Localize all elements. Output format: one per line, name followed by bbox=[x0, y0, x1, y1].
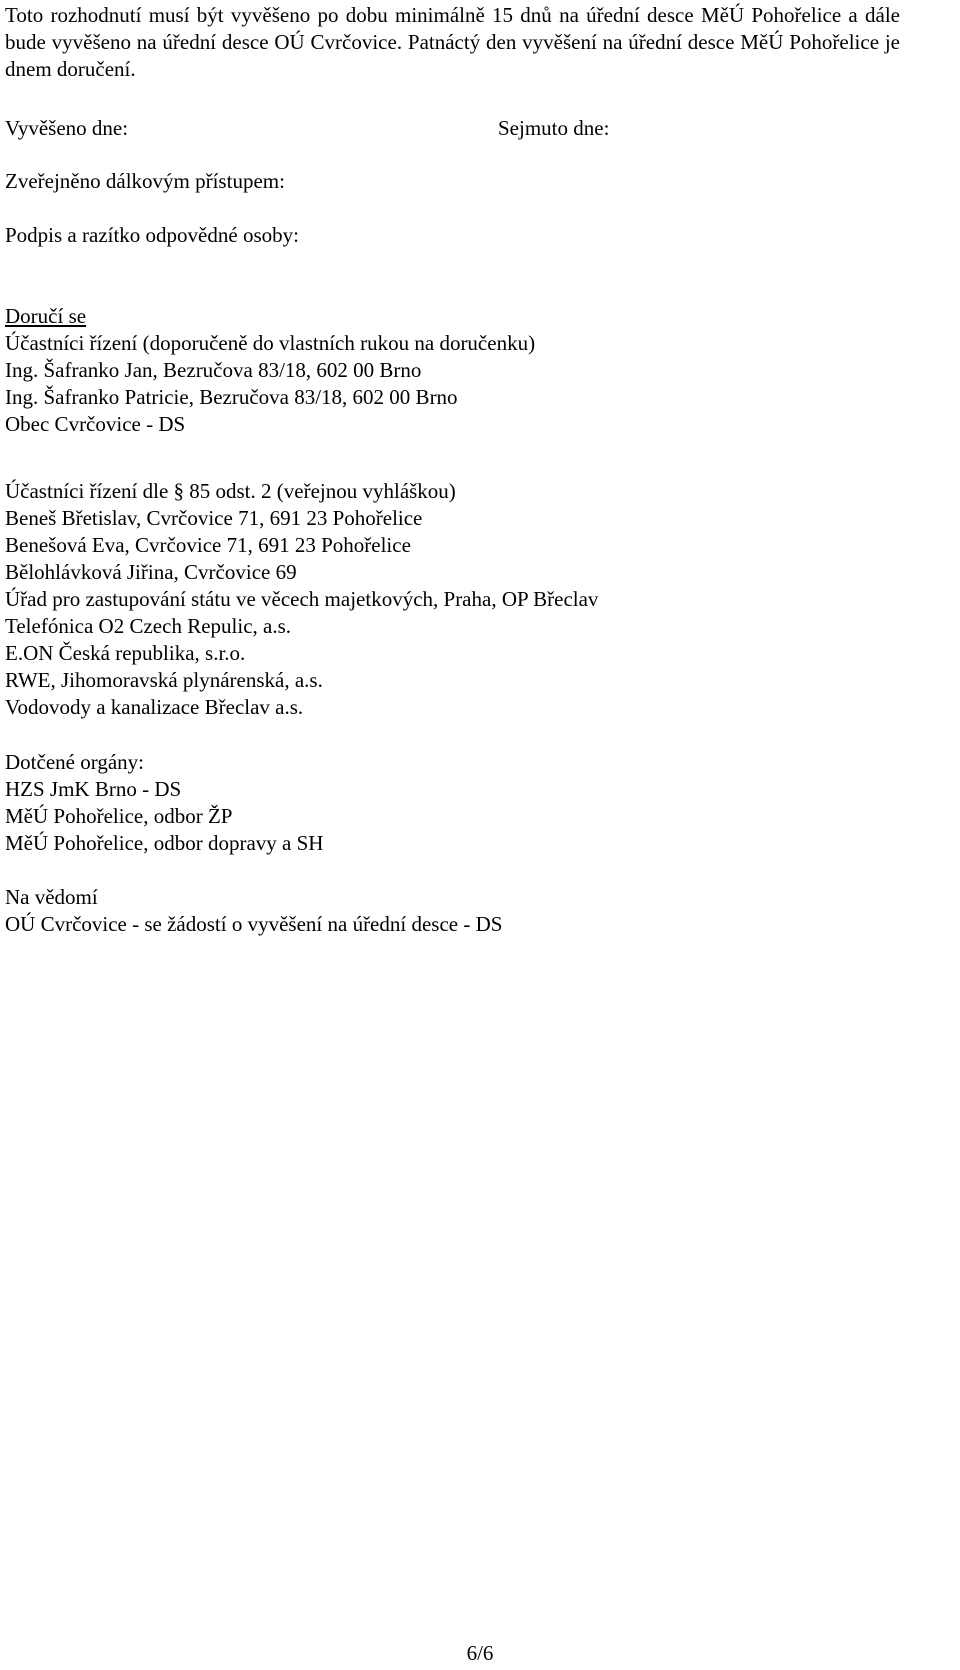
posting-instructions-paragraph: Toto rozhodnutí musí být vyvěšeno po dobu minimálně 15 dnů na úřední desce MěÚ Pohořelice a dále bude vyvěšeno na úřední desce OÚ Cvrčovice. Patnáctý den vyvěšení na úřední desce MěÚ Pohořelice je dnem doručení. bbox=[5, 3, 900, 81]
participant-item: Ing. Šafranko Patricie, Bezručova 83/18, 602 00 Brno bbox=[5, 385, 458, 409]
public-participant-item: Vodovody a kanalizace Břeclav a.s. bbox=[5, 695, 304, 719]
posted-date-label: Vyvěšeno dne: bbox=[5, 116, 129, 140]
public-participant-item: Úřad pro zastupování státu ve věcech majetkových, Praha, OP Břeclav bbox=[5, 587, 599, 611]
participant-item: Ing. Šafranko Jan, Bezručova 83/18, 602 00 Brno bbox=[5, 358, 422, 382]
authorities-heading: Dotčené orgány: bbox=[5, 750, 144, 774]
public-participant-item: Benešová Eva, Cvrčovice 71, 691 23 Pohořelice bbox=[5, 533, 411, 557]
remote-publication-label: Zveřejněno dálkovým přístupem: bbox=[5, 169, 285, 193]
participants-heading: Účastníci řízení (doporučeně do vlastních rukou na doručenku) bbox=[5, 331, 536, 355]
public-participant-item: E.ON Česká republika, s.r.o. bbox=[5, 641, 246, 665]
public-participant-item: Bělohlávková Jiřina, Cvrčovice 69 bbox=[5, 560, 297, 584]
page-number: 6/6 bbox=[466, 1641, 494, 1665]
public-participant-item: RWE, Jihomoravská plynárenská, a.s. bbox=[5, 668, 323, 692]
signature-label: Podpis a razítko odpovědné osoby: bbox=[5, 223, 299, 247]
notice-item: OÚ Cvrčovice - se žádostí o vyvěšení na úřední desce - DS bbox=[5, 912, 503, 936]
participant-item: Obec Cvrčovice - DS bbox=[5, 412, 186, 436]
taken-down-date-label: Sejmuto dne: bbox=[498, 116, 610, 140]
public-participant-item: Beneš Břetislav, Cvrčovice 71, 691 23 Pohořelice bbox=[5, 506, 423, 530]
notice-heading: Na vědomí bbox=[5, 885, 98, 909]
delivery-heading: Doručí se bbox=[5, 304, 87, 328]
authority-item: MěÚ Pohořelice, odbor dopravy a SH bbox=[5, 831, 324, 855]
public-participants-heading: Účastníci řízení dle § 85 odst. 2 (veřejnou vyhláškou) bbox=[5, 479, 456, 503]
authority-item: MěÚ Pohořelice, odbor ŽP bbox=[5, 804, 233, 828]
public-participant-item: Telefónica O2 Czech Repulic, a.s. bbox=[5, 614, 292, 638]
authority-item: HZS JmK Brno - DS bbox=[5, 777, 182, 801]
